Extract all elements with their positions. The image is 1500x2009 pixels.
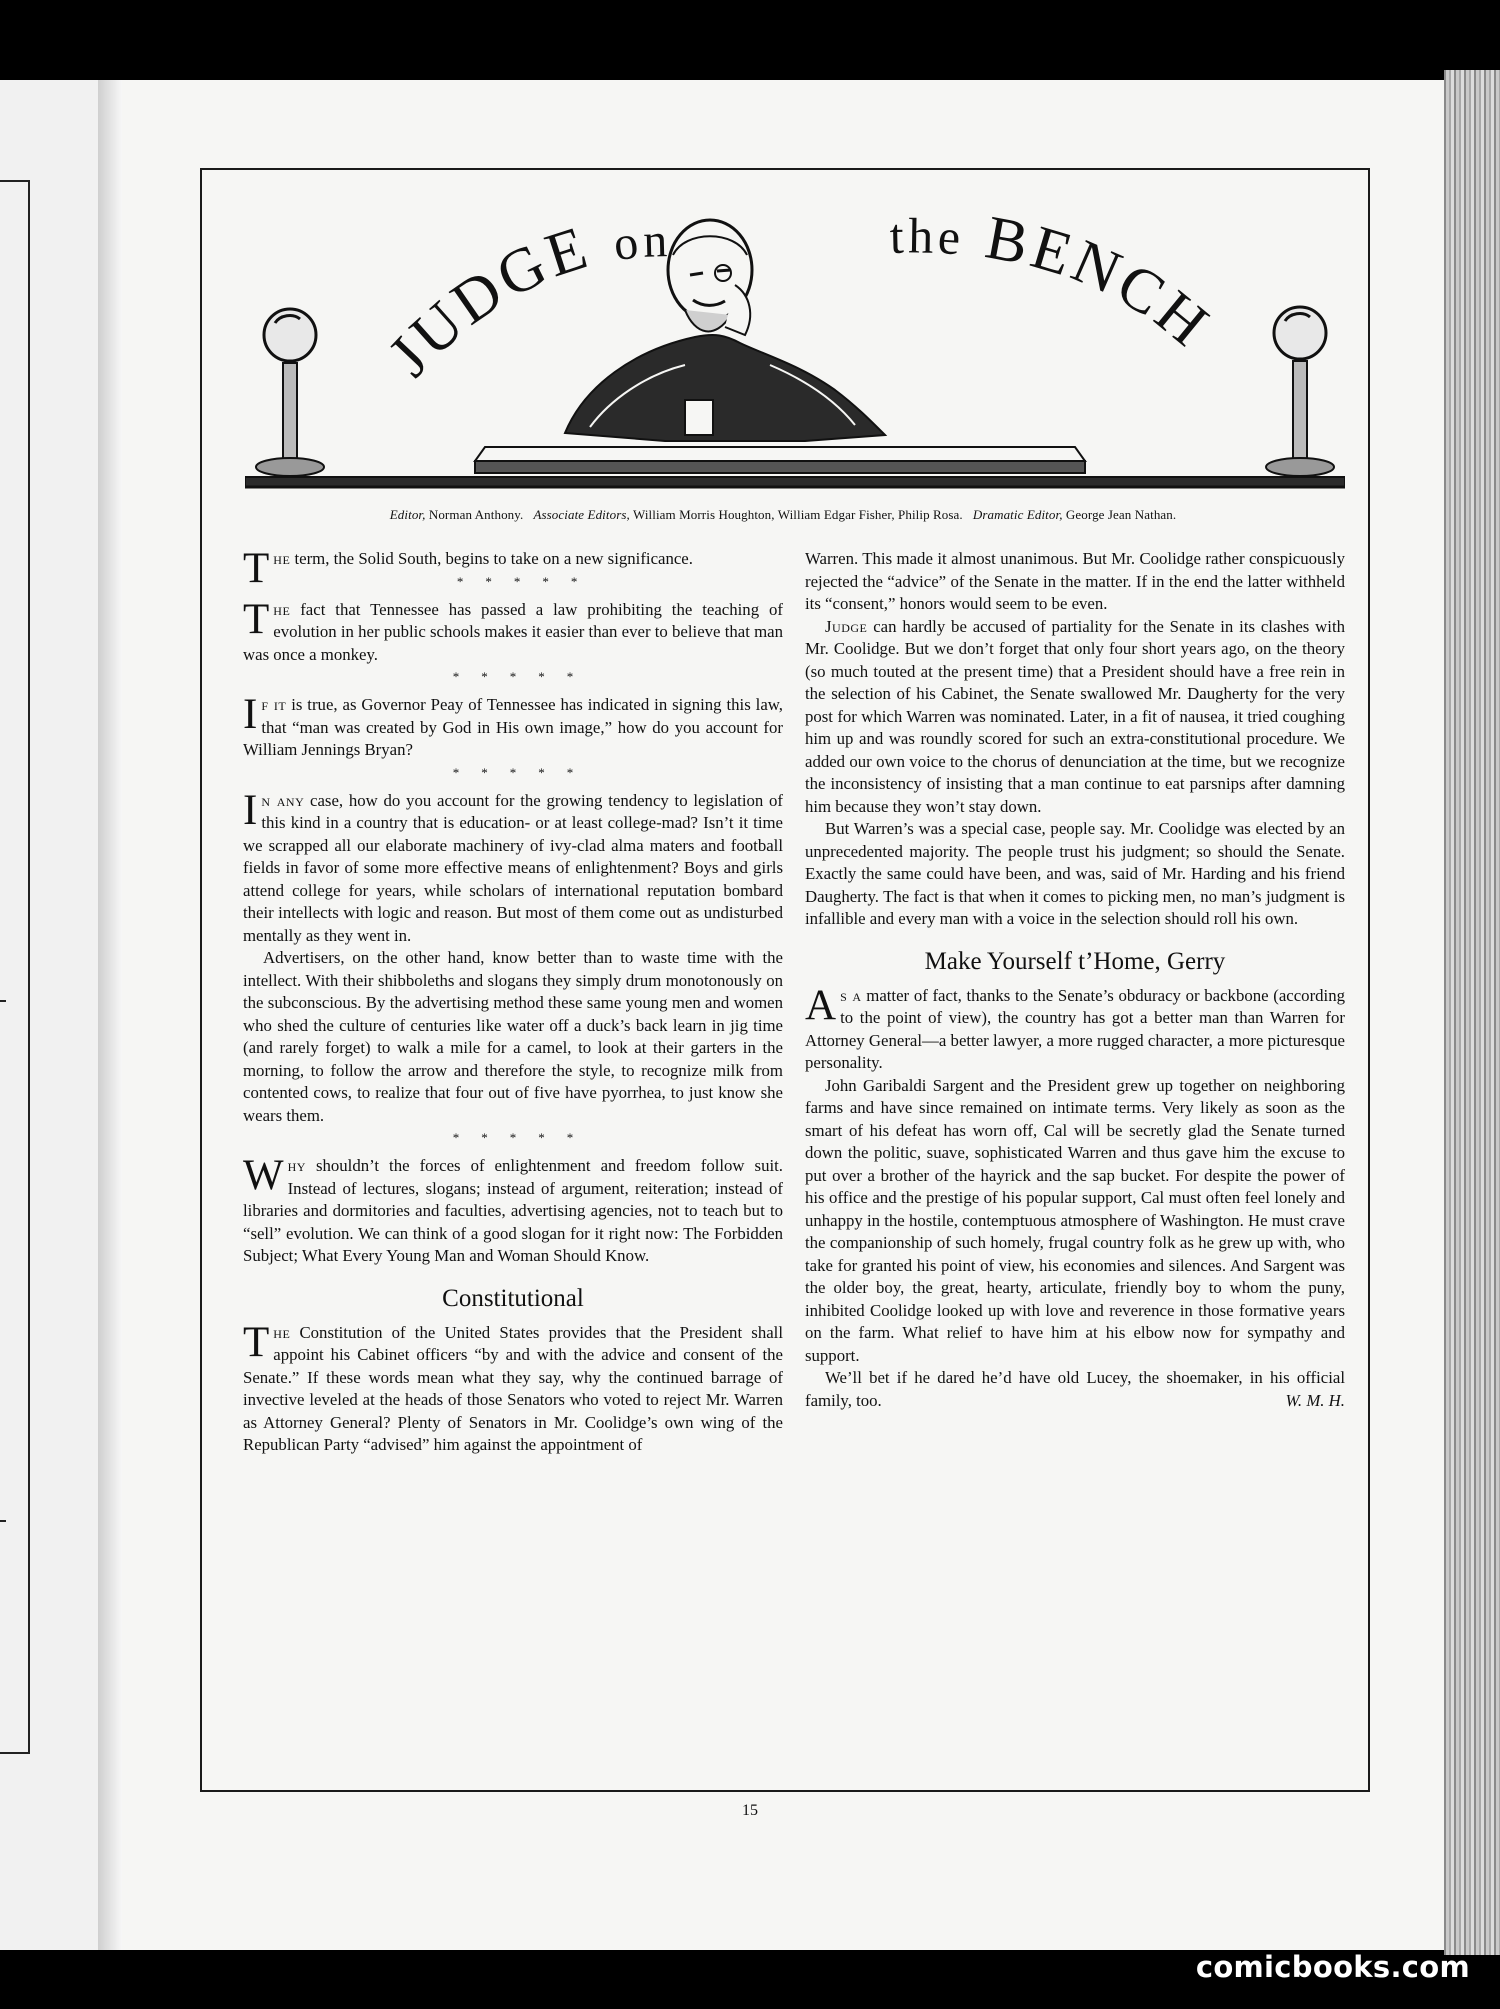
masthead-word-on: on xyxy=(610,215,672,272)
paragraph-governor-peay: If it is true, as Governor Peay of Tennessee has indicated in signing this law, that “man was created by God in His own image,” how do you account for William Jennings Bryan? xyxy=(243,691,783,759)
right-column xyxy=(805,548,1345,1412)
heading-make-yourself-home: Make Yourself t’Home, Gerry xyxy=(924,947,1226,975)
page-number: 15 xyxy=(742,1802,758,1819)
facing-page-mark xyxy=(0,1520,6,1522)
book-gutter xyxy=(98,80,122,1950)
masthead-word-judge: JUDGE xyxy=(375,215,599,390)
page-stack-edge xyxy=(1444,70,1500,1955)
heading-constitutional: Constitutional xyxy=(442,1284,584,1312)
associate-editors-label: Associate Editors, xyxy=(533,507,630,522)
paragraph-legislation-tendency: In any case, how do you account for the growing tendency to legislation of this kind in a country that is education- or at least college-mad? Isn’t it time we scrapped all our elaborate machinery of ivy-clad alma maters and football fields in favor of some more effective means of enlightenment? Boys and girls attend college for years, while scholars of international reputation bombard their intellects with logic and reason. But most of them come out as undisturbed mentally as they went in. xyxy=(243,786,784,945)
section-divider: ***** xyxy=(452,669,596,684)
masthead-word-bench: BENCH xyxy=(980,215,1224,362)
masthead-word-the: the xyxy=(889,215,967,266)
editorial-staff-line xyxy=(200,507,1366,523)
bench-desk xyxy=(245,447,1345,487)
paragraph-lucey: We’ll bet if he dared he’d have old Lucey, the shoemaker, in his official family, too. W. M. H. xyxy=(805,1367,1345,1412)
paragraph-tennessee-law: The fact that Tennessee has passed a law prohibiting the teaching of evolution in her public schools makes it easier than ever to believe that man was once a monkey. xyxy=(243,595,783,664)
section-divider: ***** xyxy=(452,764,596,780)
paragraph-warren-unanimous: Warren. This made it almost unanimous. But Mr. Coolidge rather conspicuously rejected the “advice” of the Senate in the matter. If in the end the latter withheld its “consent,” honors would seem to be even. xyxy=(805,549,1345,613)
watermark-logo: comicbooks.com xyxy=(1195,1950,1470,1984)
lamp-right xyxy=(1266,307,1334,476)
section-divider: ***** xyxy=(456,573,600,589)
masthead-illustration xyxy=(245,215,1345,500)
dramatic-editor-name: George Jean Nathan. xyxy=(1065,507,1177,522)
paragraph-judge-partiality: Judge can hardly be accused of partiality for the Senate in its clashes with Mr. Coolidge. But we don’t forget that only four short years ago, on the theory (so much touted at the present time) that a President should have a free rein in the selection of his Cabinet, the Senate swallowed Mr. Daugherty for the very post for which Warren was nominated. Later, in a fit of nausea, it tried coughing him up and was roundly scored for such an extra-constitutional procedure. We added our own voice to the chorus of denunciation at the time, but we recognize the inconsistency of insisting that a man continue to eat parsnips after damning him because they won’t stay down. xyxy=(805,616,1345,816)
editor-label: Editor, xyxy=(389,507,426,522)
author-signature: W. M. H. xyxy=(1285,1390,1345,1410)
left-column xyxy=(243,545,784,1457)
paragraph-solid-south: The term, the Solid South, begins to take on a new significance. xyxy=(243,545,693,592)
facing-page-mark xyxy=(0,1000,6,1002)
associate-editors-names: William Morris Houghton, William Edgar Fisher, Philip Rosa. xyxy=(632,507,963,522)
editor-name: Norman Anthony. xyxy=(428,507,524,522)
masthead-title-right xyxy=(889,215,1223,362)
paragraph-special-case: But Warren’s was a special case, people say. Mr. Coolidge was elected by an unprecedented majority. The people trust his judgment; so should the Senate. Exactly the same could have been, and was, said of Mr. Harding and his friend Daugherty. The fact is that when it comes to picking men, no man’s judgment is infallible and every man with a voice in the selection should roll his own. xyxy=(805,819,1345,928)
dramatic-editor-label: Dramatic Editor, xyxy=(972,507,1063,522)
lamp-left xyxy=(256,309,324,476)
judge-figure xyxy=(565,220,885,441)
section-divider: ***** xyxy=(452,1130,596,1145)
paragraph-constitution: The Constitution of the United States provides that the President shall appoint his Cabinet officers “by and with the advice and consent of the Senate.” If these words mean what they say, why the continued barrage of invective leveled at the heads of those Senators who voted to reject Mr. Warren as Attorney General? Plenty of Senators in Mr. Coolidge’s own wing of the Republican Party “advised” him against the appointment of xyxy=(243,1318,783,1454)
paragraph-enlightenment: Why shouldn’t the forces of enlightenment and freedom follow suit. Instead of lectures, slogans; instead of argument, reiteration; instead of libraries and dormitories and faculties, advertising agencies, not to teach but to “sell” evolution. We can think of a good slogan for it right now: The Forbidden Subject; What Every Young Man and Woman Should Know. xyxy=(243,1152,783,1265)
facing-page-frame xyxy=(0,180,30,1754)
paragraph-matter-of-fact: As a matter of fact, thanks to the Senate’s obduracy or backbone (according to the point of view), the country has got a better man than Warren for Attorney General—a better lawyer, a more rugged character, a more picturesque personality. xyxy=(805,981,1345,1072)
paragraph-advertisers: Advertisers, on the other hand, know better than to waste time with the intellect. With their shibboleths and slogans they simply drum monotonously on the subconscious. By the advertising method these same young men and women who shed the culture of centuries like water off a duck’s back learn in jig time (and rarely forget) to walk a mile for a camel, to look at their garters in the morning, to follow the arrow and therefore the style, to recognize milk from contented cows, to realize that four out of five have pyorrhea, to just know she wears them. xyxy=(243,948,783,1125)
paragraph-sargent: John Garibaldi Sargent and the President grew up together on neighboring farms and have since remained on intimate terms. Very likely as soon as the smart of his defeat has worn off, Cal will be secretly glad the Senate turned down the politic, suave, sophisticated Warren and thus gave him the excuse to put over a brother of the hayrick and the sap bucket. For despite the power of his office and the prestige of his popular support, Cal must often feel lonely and unhappy in the hostile, contemptuous atmosphere of Washington. He must crave the companionship of such homely, frugal country folk as he grew up with, who take for granted his point of view, his economies and silences. And Sargent was the older boy, the great, hearty, articulate, friendly boy to whom the puny, inhibited Coolidge looked up with love and reverence in those formative years on the farm. What relief to have him at his elbow now for sympathy and support. xyxy=(805,1075,1345,1365)
